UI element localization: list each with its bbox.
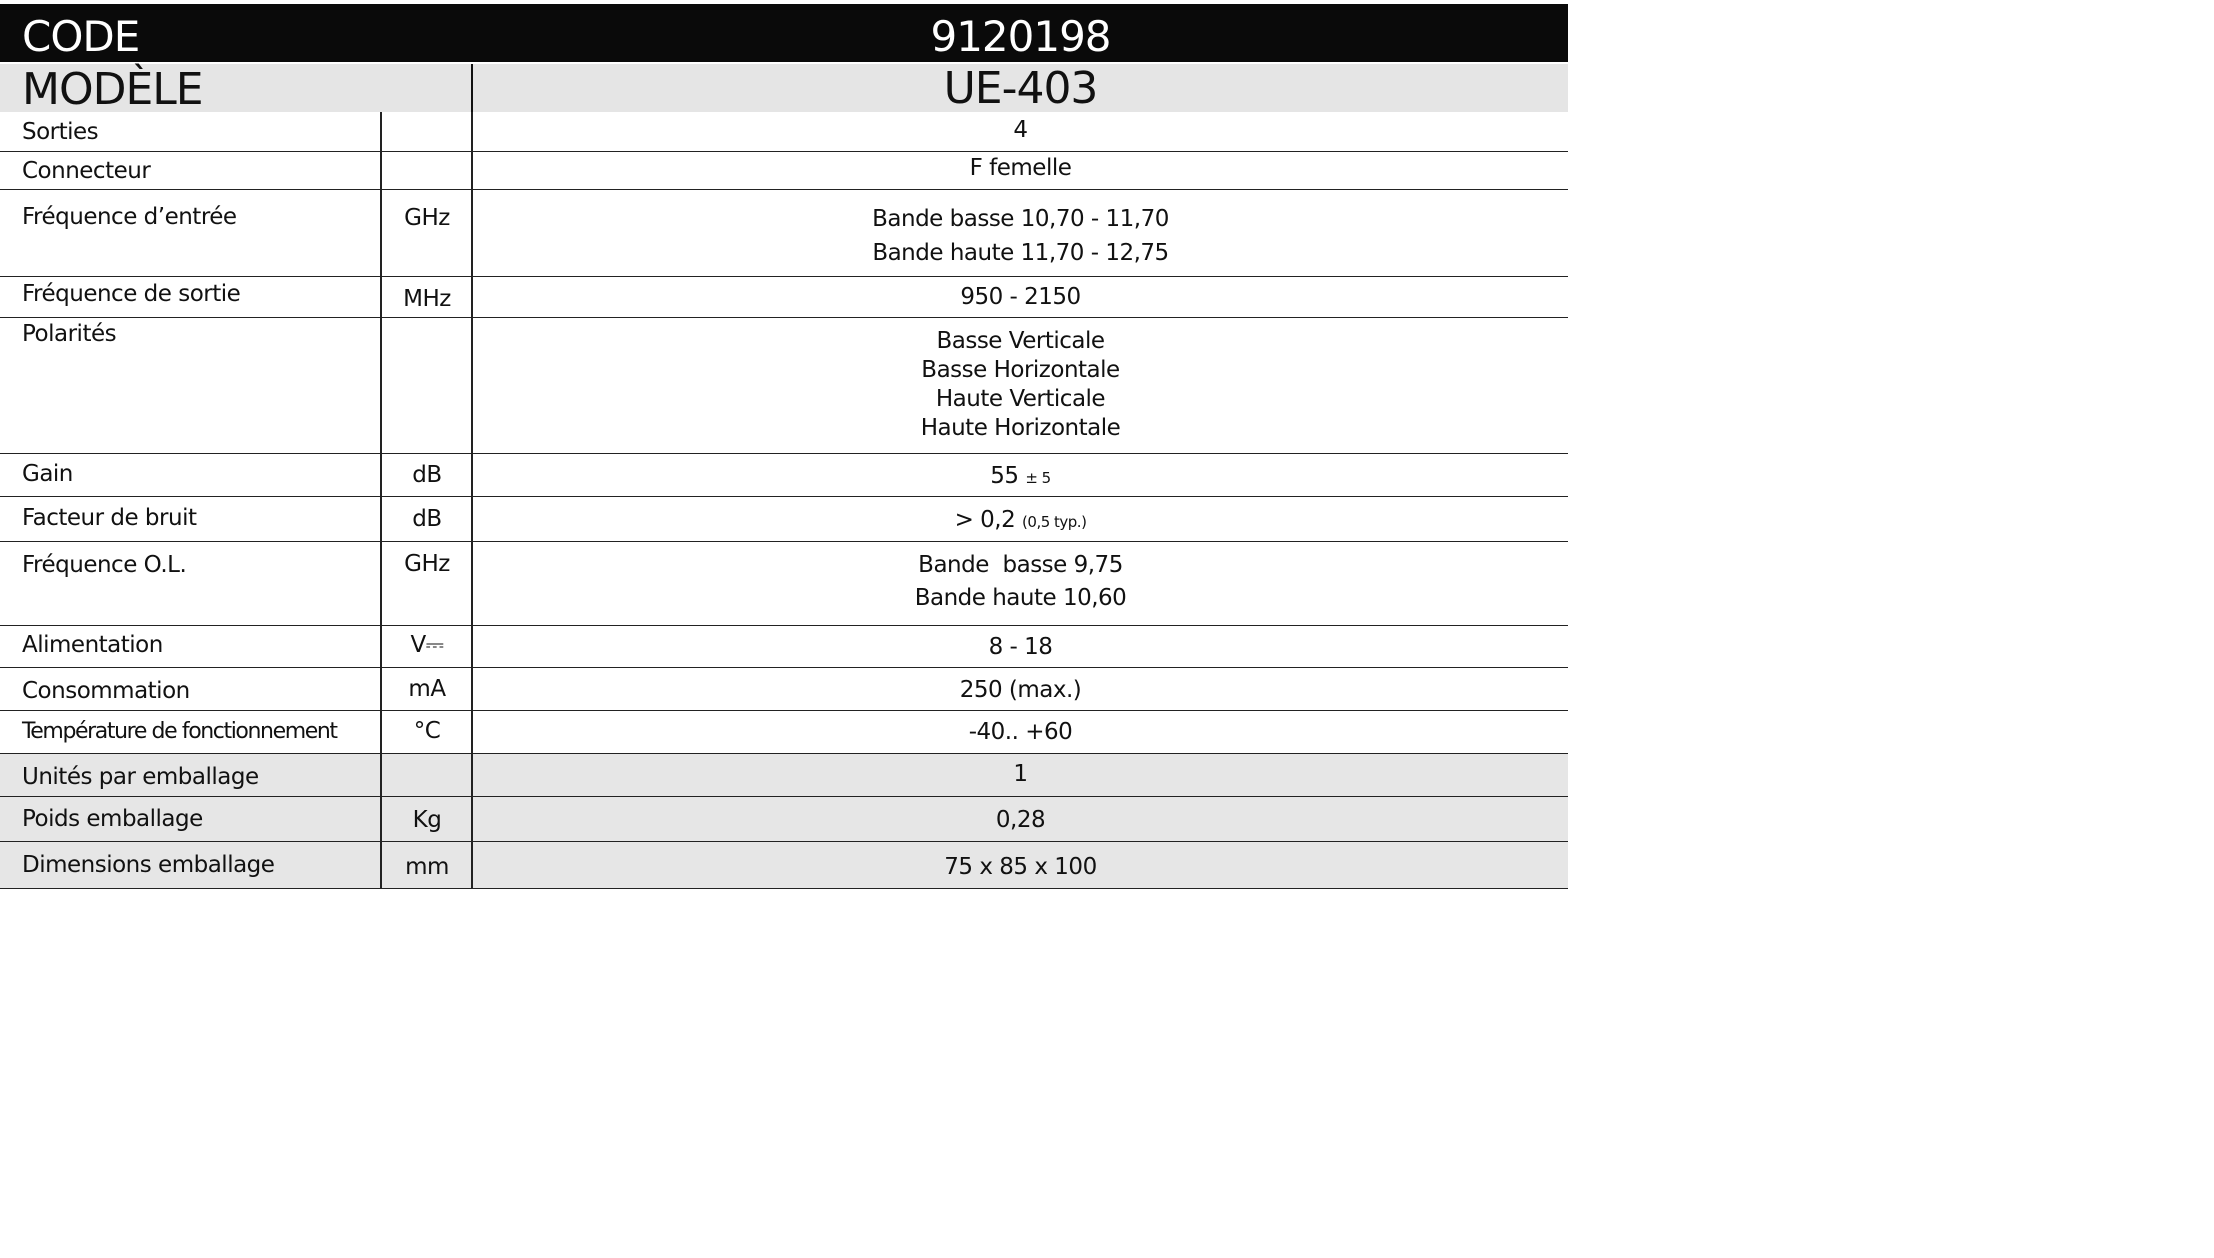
column-divider <box>380 152 382 189</box>
value-line: Basse Verticale <box>936 328 1105 354</box>
param-label: Poids emballage <box>22 806 203 832</box>
spec-row-power-supply <box>0 626 1568 668</box>
spec-row-polarities <box>0 318 1568 454</box>
value-cell <box>473 549 1568 615</box>
value-cell <box>473 760 1568 789</box>
value-cell <box>473 718 1568 747</box>
column-divider <box>380 190 382 276</box>
model-label: MODÈLE <box>22 64 203 115</box>
spec-row-units-per-package <box>0 754 1568 797</box>
spec-row-gain <box>0 454 1568 497</box>
value-line: 4 <box>1013 117 1028 143</box>
value-line: 1 <box>1013 761 1028 787</box>
value-line: Bande haute 11,70 - 12,75 <box>872 240 1169 266</box>
code-value: 9120198 <box>930 12 1111 61</box>
value-cell <box>473 676 1568 705</box>
param-label: Polarités <box>22 321 117 347</box>
param-label: Consommation <box>22 678 190 704</box>
unit-label: dB <box>412 462 442 488</box>
spec-row-package-weight <box>0 797 1568 842</box>
value-main: > 0,2 <box>954 507 1016 533</box>
value-line: Haute Verticale <box>935 386 1106 412</box>
value-cell <box>473 806 1568 835</box>
spec-row-outputs <box>0 112 1568 152</box>
param-label: Dimensions emballage <box>22 852 275 878</box>
value-tolerance: ± 5 <box>1025 469 1051 487</box>
unit-label: GHz <box>404 551 450 577</box>
spec-row-consumption <box>0 668 1568 711</box>
unit-label: V⎓ <box>410 632 444 658</box>
column-divider <box>380 112 382 151</box>
param-label: Facteur de bruit <box>22 505 197 531</box>
param-label: Température de fonctionnement <box>22 719 337 744</box>
unit-label: GHz <box>404 205 450 231</box>
value-line: 75 x 85 x 100 <box>944 854 1097 880</box>
param-label: Unités par emballage <box>22 764 259 790</box>
param-label: Connecteur <box>22 158 151 184</box>
spec-row-output-frequency <box>0 277 1568 318</box>
value-line: Haute Horizontale <box>920 415 1121 441</box>
value-cell <box>473 853 1568 882</box>
param-label: Sorties <box>22 119 99 145</box>
value-line: 250 (max.) <box>959 677 1082 703</box>
value-cell <box>473 633 1568 662</box>
unit-label: dB <box>412 506 442 532</box>
param-label: Fréquence d’entrée <box>22 204 237 230</box>
value-cell <box>473 202 1568 270</box>
spec-row-input-frequency <box>0 190 1568 277</box>
value-line: Basse Horizontale <box>921 357 1120 383</box>
unit-label: MHz <box>403 286 451 312</box>
param-label: Alimentation <box>22 632 163 658</box>
value-line: Bande basse 10,70 - 11,70 <box>872 206 1169 232</box>
value-cell <box>473 462 1568 493</box>
value-note: (0,5 typ.) <box>1022 513 1087 531</box>
model-value: UE-403 <box>943 63 1098 114</box>
model-row <box>0 63 1568 115</box>
unit-label: Kg <box>412 807 442 833</box>
param-label: Gain <box>22 461 73 487</box>
value-line: F femelle <box>969 155 1072 181</box>
value-main: 55 <box>990 463 1019 489</box>
column-divider <box>380 318 382 453</box>
code-label: CODE <box>22 12 140 61</box>
spec-row-lo-frequency <box>0 542 1568 626</box>
unit-label: mm <box>405 854 449 880</box>
spec-row-operating-temperature <box>0 711 1568 754</box>
unit-label: mA <box>408 676 446 702</box>
value-line: Bande basse 9,75 <box>918 552 1123 578</box>
spec-row-package-dimensions <box>0 842 1568 889</box>
value-line: 950 - 2150 <box>960 284 1081 310</box>
spec-row-connector <box>0 152 1568 190</box>
value-line: -40.. +60 <box>968 719 1073 745</box>
column-divider <box>380 754 382 796</box>
value-line: Bande haute 10,60 <box>914 585 1127 611</box>
param-label: Fréquence O.L. <box>22 552 187 578</box>
spec-row-noise-figure <box>0 497 1568 542</box>
param-label: Fréquence de sortie <box>22 281 241 307</box>
value-line: 8 - 18 <box>988 634 1053 660</box>
value-cell <box>473 283 1568 312</box>
value-cell <box>473 327 1568 443</box>
code-row <box>0 4 1568 62</box>
value-cell <box>473 116 1568 145</box>
value-cell <box>473 154 1568 183</box>
value-line: 0,28 <box>995 807 1046 833</box>
value-cell <box>473 506 1568 537</box>
unit-label: °C <box>413 718 441 744</box>
